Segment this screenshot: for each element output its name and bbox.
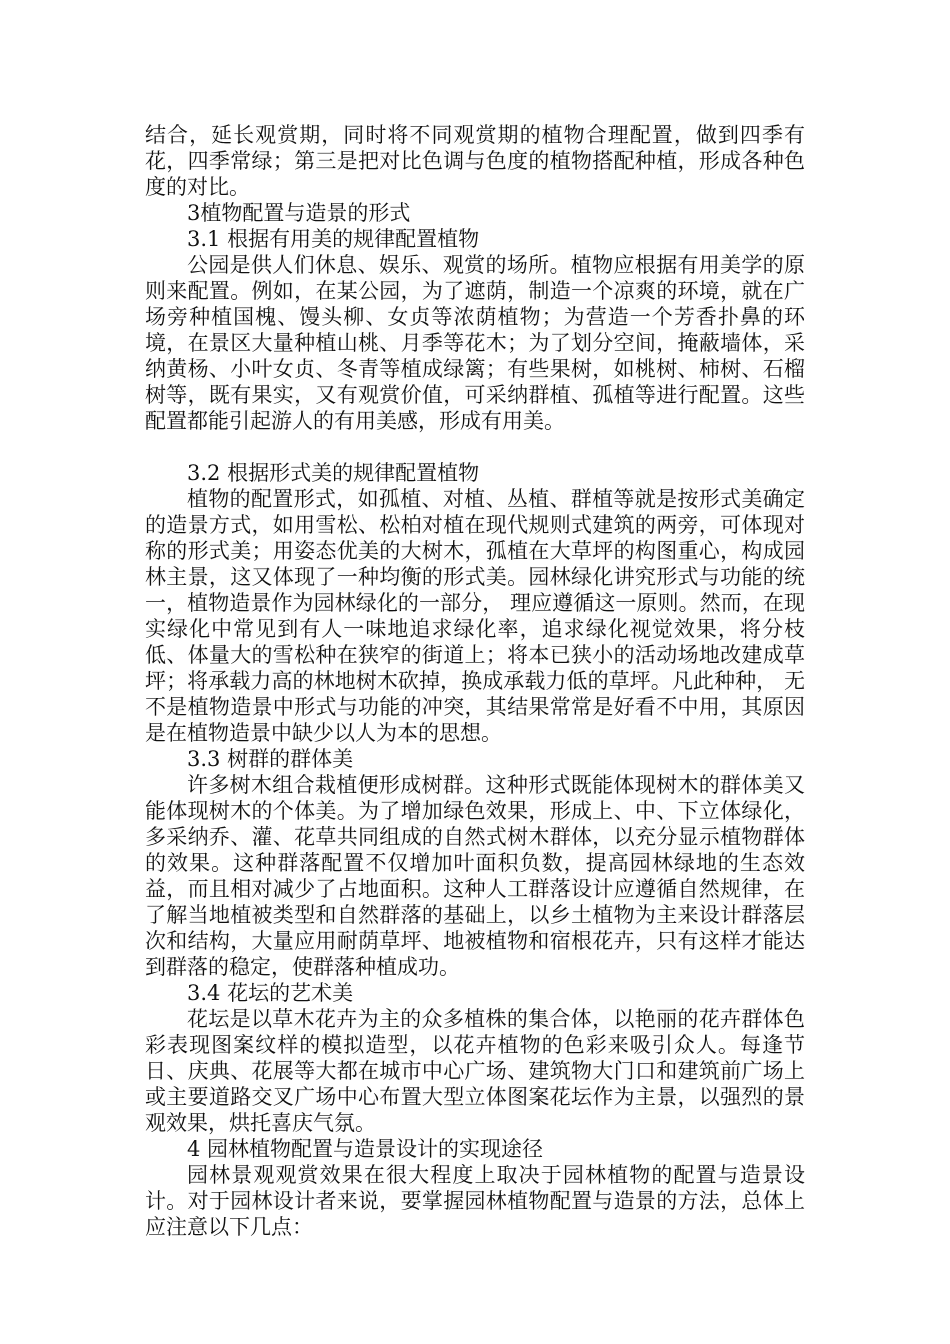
paragraph-3-1: 公园是供人们休息、娱乐、观赏的场所。植物应根据有用美学的原则来配置。例如，在某公园，为了遮荫，制造一个凉爽的环境，就在广场旁种植国槐、馒头柳、女贞等浓荫植物；为营造一个芳香扑鼻的环境，在景区大量种植山桃、月季等花木；为了划分空间，掩蔽墙体，采纳黄杨、小叶女贞、冬青等植成绿篱；有些果树，如桃树、柿树、石榴树等，既有果实，又有观赏价值，可采纳群植、孤植等进行配置。这些配置都能引起游人的有用美感，形成有用美。	[145, 253, 805, 433]
subsection-heading-3-3: 3.3 树群的群体美	[187, 747, 354, 771]
subsection-heading-3-2: 3.2 根据形式美的规律配置植物	[187, 461, 480, 485]
paragraph-4: 园林景观观赏效果在很大程度上取决于园林植物的配置与造景设计。对于园林设计者来说，要掌握园林植物配置与造景的方法，总体上应注意以下几点：	[145, 1163, 805, 1239]
subsection-heading-3-1: 3.1 根据有用美的规律配置植物	[187, 227, 480, 251]
subsection-heading-3-4: 3.4 花坛的艺术美	[187, 981, 354, 1005]
paragraph-3-3: 许多树木组合栽植便形成树群。这种形式既能体现树木的群体美又能体现树木的个体美。为了增加绿色效果，形成上、中、下立体绿化，多采纳乔、灌、花草共同组成的自然式树木群体，以充分显示植物群体的效果。这种群落配置不仅增加叶面积负数，提高园林绿地的生态效益，而且相对减少了占地面积。这种人工群落设计应遵循自然规律，在了解当地植被类型和自然群落的基础上，以乡土植物为主来设计群落层次和结构，大量应用耐荫草坪、地被植物和宿根花卉，只有这样才能达到群落的稳定，使群落种植成功。	[145, 773, 805, 979]
paragraph-continuation: 结合，延长观赏期，同时将不同观赏期的植物合理配置，做到四季有花，四季常绿；第三是把对比色调与色度的植物搭配种植，形成各种色度的对比。	[145, 123, 805, 199]
paragraph-3-2: 植物的配置形式，如孤植、对植、丛植、群植等就是按形式美确定的造景方式，如用雪松、松柏对植在现代规则式建筑的两旁，可体现对称的形式美；用姿态优美的大树木，孤植在大草坪的构图重心，构成园林主景，这又体现了一种均衡的形式美。园林绿化讲究形式与功能的统一，植物造景作为园林绿化的一部分， 理应遵循这一原则。然而，在现实绿化中常见到有人一味地追求绿化率，追求绿化视觉效果，将分枝低、体量大的雪松种在狭窄的街道上；将本已狭小的活动场地改建成草坪；将承载力高的林地树木砍掉，换成承载力低的草坪。凡此种种， 无不是植物造景中形式与功能的冲突，其结果常常是好看不中用，其原因是在植物造景中缺少以人为本的思想。	[145, 487, 805, 745]
section-heading-4: 4 园林植物配置与造景设计的实现途径	[187, 1137, 544, 1161]
paragraph-3-4: 花坛是以草木花卉为主的众多植株的集合体，以艳丽的花卉群体色彩表现图案纹样的模拟造型，以花卉植物的色彩来吸引众人。每逢节日、庆典、花展等大都在城市中心广场、建筑物大门口和建筑前广场上或主要道路交叉广场中心布置大型立体图案花坛作为主景，以强烈的景观效果，烘托喜庆气氛。	[145, 1007, 805, 1135]
document-page	[145, 122, 805, 1240]
section-heading-3: 3植物配置与造景的形式	[187, 201, 411, 225]
paragraph-spacer	[145, 434, 805, 460]
